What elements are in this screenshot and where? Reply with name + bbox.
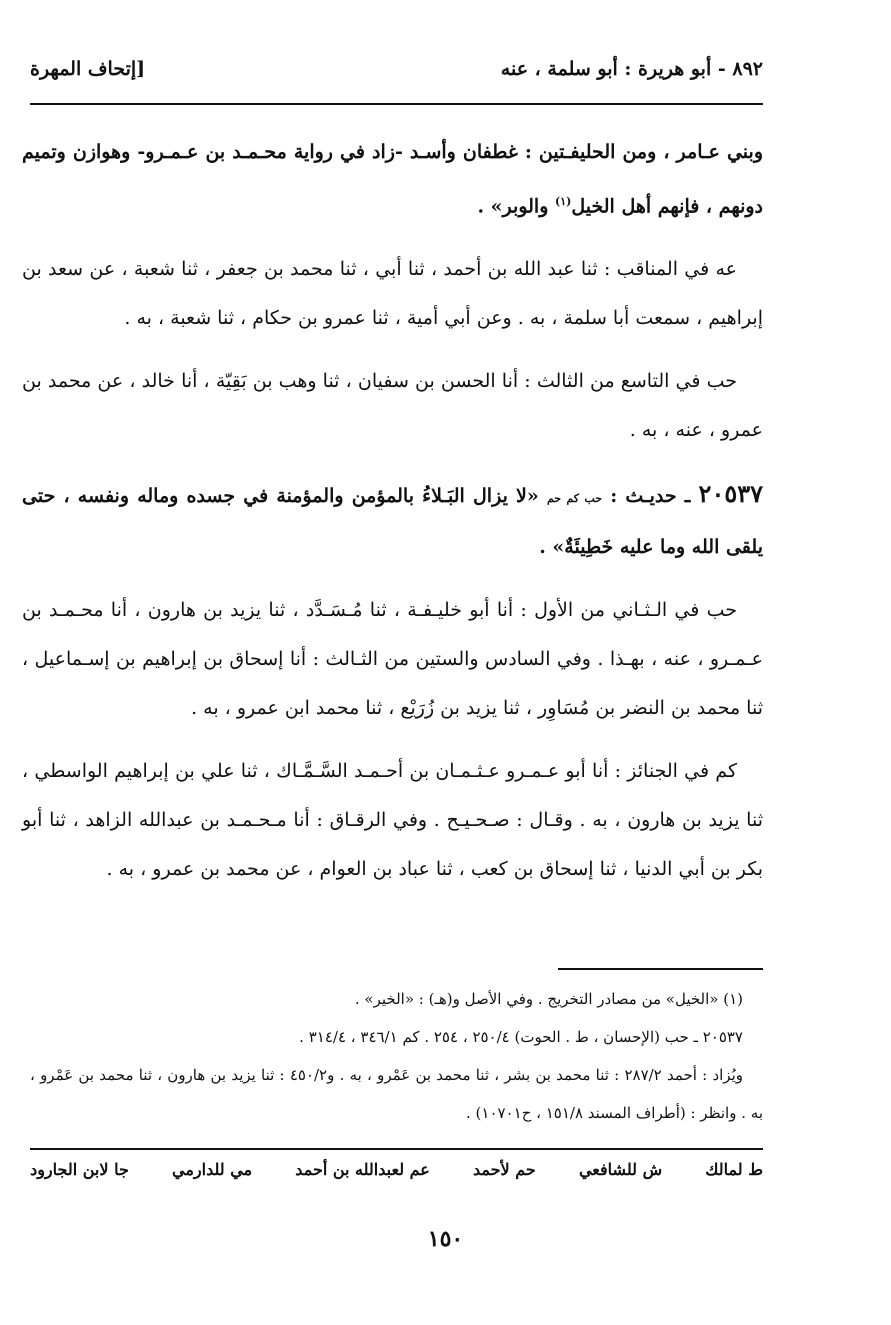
footnote-2: ٢٠٥٣٧ ـ حب (الإحسان ، ط . الحوت) ٢٥٠/٤ ، ٢٥٤ . كم ٣٤٦/١ ، ٣١٤/٤ . xyxy=(299,1028,743,1046)
footnote-3: ويُزاد : أحمد ٢٨٧/٢ : ثنا محمد بن بشر ، ثنا محمد بن عَمْرو ، به . و٤٥٠/٢ : ثنا يزيد بن هارون ، ثنا محمد بن عَمْرو ، به . وانظر : (أطراف المسند ١٥١/٨ ، ح١٠٧٠١) . xyxy=(30,1066,763,1122)
legend-item: ش للشافعي xyxy=(578,1160,663,1179)
legend-divider xyxy=(30,1148,763,1150)
page-number: ١٥٠ xyxy=(427,1226,464,1252)
legend-item: ط لمالك xyxy=(705,1160,763,1179)
paragraph-1-end: والوبر» . xyxy=(477,195,556,218)
legend-item: جا لابن الجارود xyxy=(30,1160,129,1179)
legend-item: عم لعبدالله بن أحمد xyxy=(295,1160,430,1179)
footnote-ref-1: (١) xyxy=(555,195,572,208)
paragraph-2: عه في المناقب : ثنا عبد الله بن أحمد ، ثنا أبي ، ثنا محمد بن جعفر ، ثنا شعبة ، عن سعد بن إبراهيم ، سمعت أبا سلمة ، به . وعن أبي أمية ، ثنا عمرو بن حكام ، ثنا شعبة ، به . xyxy=(22,258,763,330)
header-divider xyxy=(30,103,763,105)
running-title: ٨٩٢ - أبو هريرة : أبو سلمة ، عنه xyxy=(500,58,763,80)
paragraph-1-text: وبني عـامر ، ومن الحليفـتين : غطفان وأسـد -زاد في رواية محـمـد بن عـمـرو- وهوازن وتميم دونهم ، فإنهم أهل الخيل xyxy=(22,141,763,218)
hadith-entry xyxy=(22,469,763,572)
main-text xyxy=(22,128,763,908)
hadith-sigla: حب كم حم xyxy=(546,492,603,506)
legend-item: حم لأحمد xyxy=(473,1160,536,1179)
footnotes xyxy=(30,980,763,1132)
paragraph-5: حب في الـثـاني من الأول : أنا أبو خليـفـة ، ثنا مُـسَـدَّد ، ثنا يزيد بن هارون ، أنا محـمـد بن عـمـرو ، عنه ، بهـذا . وفي السادس والستين من الثـالث : أنا إسحاق بن إبراهيم بن إسـماعيل ، ثنا محمد بن النضر بن مُسَاوِر ، ثنا يزيد بن زُرَيْع ، ثنا محمد ابن عمرو ، به . xyxy=(22,599,763,720)
book-title: [إتحاف المهرة xyxy=(30,58,146,80)
paragraph-3: حب في التاسع من الثالث : أنا الحسن بن سفيان ، ثنا وهب بن بَقِيّة ، أنا خالد ، عن محمد بن عمرو ، عنه ، به . xyxy=(22,370,763,442)
page-header xyxy=(30,58,763,94)
footnote-1: (١) «الخيل» من مصادر التخريج . وفي الأصل و(هـ) : «الخير» . xyxy=(354,990,743,1008)
paragraph-6: كم في الجنائز : أنا أبو عـمـرو عـثـمـان بن أحـمـد السَّـمَّـاك ، ثنا علي بن إبراهيم الواسطي ، ثنا يزيد بن هارون ، به . وقـال : صـحـيـح . وفي الرقـاق : أنا مـحـمـد بن عبدالله الزاهد ، ثنا أبو بكر بن أبي الدنيا ، ثنا إسحاق بن كعب ، ثنا عباد بن العوام ، عن محمد بن عمرو ، به . xyxy=(22,760,763,881)
legend-item: مي للدارمي xyxy=(172,1160,253,1179)
hadith-text: «لا يزال البَـلاءُ بالمؤمن والمؤمنة في جسده وماله ونفسه ، حتى يلقى الله وما عليه خَطِيئَةٌ» . xyxy=(22,485,763,559)
hadith-label: ـ حديـث : xyxy=(602,485,699,508)
abbreviation-legend xyxy=(30,1160,763,1179)
footnote-divider xyxy=(558,968,763,970)
hadith-number: ٢٠٥٣٧ xyxy=(698,479,763,509)
paragraph-1 xyxy=(22,128,763,231)
